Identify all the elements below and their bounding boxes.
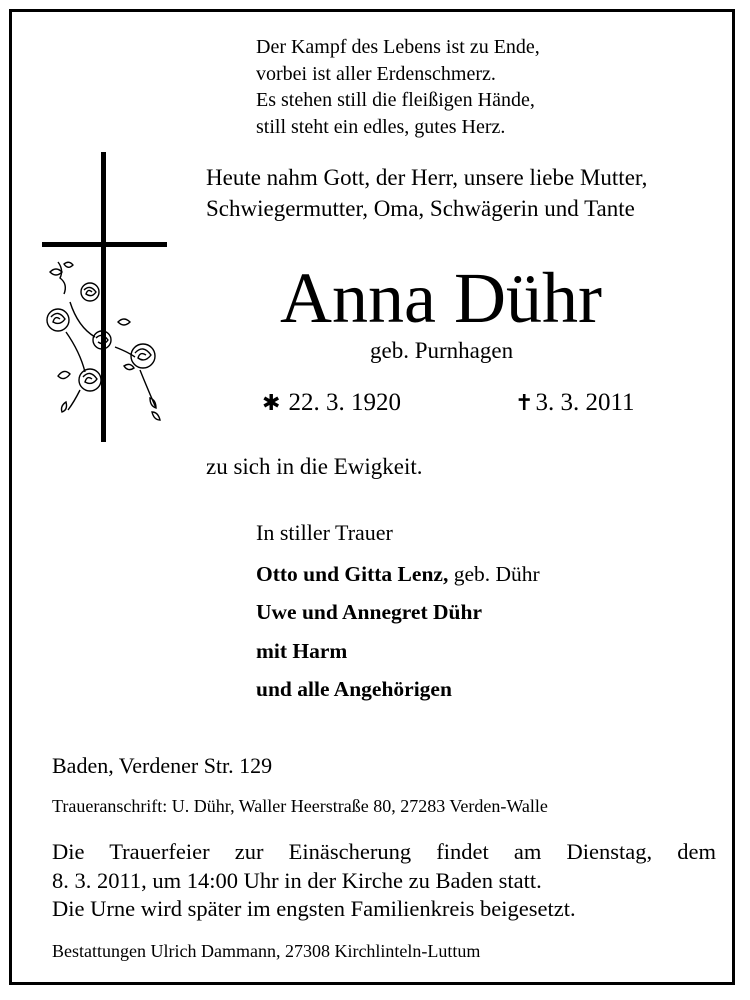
eternity-text: zu sich in die Ewigkeit. [206,454,423,479]
intro-text [206,162,647,224]
ceremony-info [52,838,716,924]
residence-address: Baden, Verdener Str. 129 [52,753,273,778]
intro-line: Heute nahm Gott, der Herr, unsere liebe Mutter, [206,165,648,190]
cross-with-roses-icon [40,152,170,444]
dagger-icon: ✝ [515,390,534,415]
poem-line: Der Kampf des Lebens ist zu Ende, [256,36,540,58]
poem-line: still steht ein edles, gutes Herz. [256,115,506,138]
undertaker: Bestattungen Ulrich Dammann, 27308 Kirchlinteln-Luttum [52,941,481,961]
family-line-1 [256,562,540,587]
family-line-2: Uwe und Annegret Dühr [256,600,482,624]
family-name-bold: Otto und Gitta Lenz, [256,562,449,586]
mourning-address: Traueranschrift: U. Dühr, Waller Heerstraße 80, 27283 Verden-Walle [52,796,548,816]
family-maiden: geb. Dühr [448,562,540,586]
poem-line: vorbei ist aller Erdenschmerz. [256,62,496,85]
family-line-3: mit Harm [256,639,348,663]
maiden-name: geb. Purnhagen [370,338,514,363]
death-date-text: 3. 3. 2011 [535,389,635,416]
birth-date-text: 22. 3. 1920 [288,389,401,416]
deceased-name: Anna Dühr [280,258,602,338]
family-line-4: und alle Angehörigen [256,677,452,701]
ceremony-line: Die Urne wird später im engsten Familienkreis beigesetzt. [52,896,576,921]
death-date [515,389,635,417]
mourning-heading: In stiller Trauer [256,520,393,545]
intro-line: Schwiegermutter, Oma, Schwägerin und Tante [206,196,635,221]
poem-line: Es stehen still die fleißigen Hände, [256,89,535,111]
birth-date [262,389,401,417]
ceremony-line: 8. 3. 2011, um 14:00 Uhr in der Kirche zu Baden statt. [52,867,542,893]
poem [256,34,540,140]
ceremony-line: Die Trauerfeier zur Einäscherung findet am Dienstag, dem [52,839,716,864]
asterisk-icon: ✱ [262,390,281,415]
